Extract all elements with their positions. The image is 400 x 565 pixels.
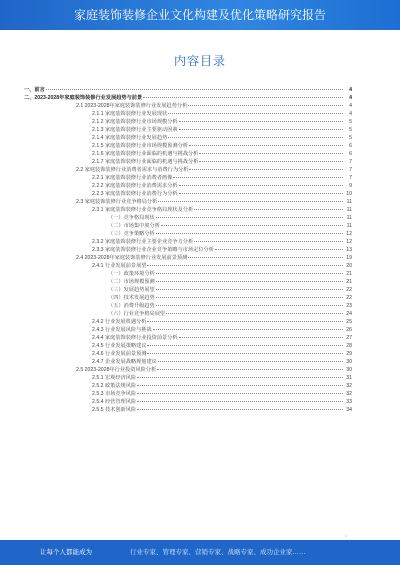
toc-entry-text: 2.5.1 宏观经济风险: [92, 375, 137, 381]
toc-leader-dots: [147, 352, 343, 354]
toc-entry[interactable]: [24, 182, 352, 190]
toc-page-number: 7: [349, 175, 352, 181]
toc-entry-text: 2.2.3 家庭装饰装修行业消费行为分析: [92, 191, 178, 197]
toc-page-number: 11: [346, 207, 352, 213]
toc-entry[interactable]: [24, 294, 352, 302]
toc-leader-dots: [153, 328, 343, 330]
toc-leader-dots: [156, 288, 343, 290]
toc-heading: 内容目录: [173, 54, 226, 68]
toc-entry-text: 2.2 家庭装饰装修行业消费者需求与消费行为分析: [76, 167, 189, 173]
toc-leader-dots: [137, 392, 343, 394]
toc-entry[interactable]: [24, 262, 352, 270]
toc-page-number: 13: [346, 247, 352, 253]
toc-page-number: 5: [349, 119, 352, 125]
toc-page-number: 4: [349, 103, 352, 109]
report-header-bar: [0, 0, 400, 30]
toc-page-number: 22: [346, 287, 352, 293]
toc-entry[interactable]: [24, 110, 352, 118]
toc-entry[interactable]: [24, 342, 352, 350]
toc-entry[interactable]: [24, 358, 352, 366]
toc-page-number: 29: [346, 351, 352, 357]
toc-leader-dots: [194, 208, 343, 210]
toc-entry-text: 2.5 2023-2028年行业投资风险分析: [76, 367, 157, 373]
report-title: 家庭装饰装修企业文化构建及优化策略研究报告: [73, 8, 326, 22]
toc-entry-text: 二、2023-2028年家庭装饰装修行业发展趋势与前景: [24, 95, 143, 101]
toc-entry-text: （一）政策环境分析: [108, 271, 155, 277]
toc-page-number: 21: [346, 279, 352, 285]
toc-entry-text: 2.5.5 技术创新风险: [92, 407, 137, 413]
toc-entry-text: 2.2.2 家庭装饰装修行业消费需求分析: [92, 183, 178, 189]
toc-entry[interactable]: [24, 142, 352, 150]
toc-entry[interactable]: [24, 126, 352, 134]
toc-entry-text: 2.1 2023-2028年家庭装饰装修行业发展趋势分析: [76, 103, 188, 109]
toc-leader-dots: [157, 368, 343, 370]
toc-entry-text: 2.3.3 家庭装饰装修行业企业竞争策略与市场定位分析: [92, 247, 214, 253]
toc-leader-dots: [179, 336, 343, 338]
toc-entry-text: 2.4.1 行业发展前景展望: [92, 263, 147, 269]
toc-page-number: 27: [346, 335, 352, 341]
toc-entry-text: 2.3.1 家庭装饰装修行业竞争格局现状及分析: [92, 207, 194, 213]
toc-leader-dots: [147, 264, 343, 266]
toc-entry[interactable]: [24, 374, 352, 382]
toc-page-number: 26: [346, 327, 352, 333]
toc-leader-dots: [156, 304, 343, 306]
toc-entry-text: 一、前言: [24, 87, 45, 93]
toc-page-number: 28: [346, 343, 352, 349]
toc-entry-text: （三）发展趋势展望: [108, 287, 155, 293]
toc-page-number: 11: [346, 215, 352, 221]
toc-entry[interactable]: [24, 318, 352, 326]
toc-entry[interactable]: [24, 366, 352, 374]
toc-leader-dots: [199, 152, 343, 154]
toc-leader-dots: [189, 144, 343, 146]
toc-entry-text: 2.1.5 家庭装饰装修行业市场规模预测分析: [92, 143, 188, 149]
toc-entry-text: 2.4 2023-2028年家庭装饰装修行业发展前景预测: [76, 255, 188, 261]
toc-entry[interactable]: [24, 278, 352, 286]
toc-leader-dots: [156, 280, 343, 282]
toc-entry-text: 2.2.1 家庭装饰装修行业消费者画像: [92, 175, 173, 181]
toc-page-number: 5: [349, 127, 352, 133]
toc-leader-dots: [156, 272, 343, 274]
toc-entry[interactable]: [24, 310, 352, 318]
toc-page-number: 7: [349, 167, 352, 173]
toc-entry-text: 2.4.5 行业发展策略建议: [92, 343, 147, 349]
toc-entry-text: 2.5.2 政策法规风险: [92, 383, 137, 389]
toc-page-number: 4: [349, 95, 352, 101]
toc-page-number: 6: [349, 151, 352, 157]
toc-entry[interactable]: [24, 150, 352, 158]
footer-slogan-left: 让每个人都能成为: [40, 549, 92, 556]
toc-entry[interactable]: [24, 94, 352, 102]
toc-leader-dots: [179, 120, 343, 122]
toc-page-number: 12: [346, 239, 352, 245]
toc-entry[interactable]: [24, 270, 352, 278]
toc-page-number: 30: [346, 359, 352, 365]
toc-entry-text: （二）市场集中度分析: [108, 223, 160, 229]
toc-page-number: 11: [346, 223, 352, 229]
toc-entry-text: 2.1.4 家庭装饰装修行业发展趋势: [92, 135, 168, 141]
toc-leader-dots: [147, 320, 343, 322]
toc-page-number: 10: [346, 191, 352, 197]
toc-leader-dots: [199, 160, 343, 162]
toc-leader-dots: [137, 408, 343, 410]
toc-entry-text: 2.1.3 家庭装饰装修行业主要驱动因素: [92, 127, 178, 133]
toc-leader-dots: [143, 96, 343, 98]
toc-leader-dots: [156, 216, 343, 218]
toc-leader-dots: [147, 344, 343, 346]
toc-page-number: 20: [346, 263, 352, 269]
toc-leader-dots: [173, 176, 343, 178]
toc-entry[interactable]: [24, 166, 352, 174]
toc-entry[interactable]: [24, 238, 352, 246]
toc-leader-dots: [156, 296, 343, 298]
toc-leader-dots: [137, 400, 343, 402]
toc-entry-text: 2.4.7 企业发展战略规划建议: [92, 359, 157, 365]
toc-entry-text: 2.1.7 家庭装饰装修行业面临的机遇与挑战分析: [92, 159, 199, 165]
toc-entry-text: 2.4.2 行业发展机遇分析: [92, 319, 147, 325]
toc-page-number: 33: [346, 399, 352, 405]
toc-entry[interactable]: [24, 206, 352, 214]
toc-page-number: 30: [346, 367, 352, 373]
toc-entry[interactable]: [24, 230, 352, 238]
toc-entry[interactable]: [24, 134, 352, 142]
toc-page-number: 7: [349, 159, 352, 165]
toc-entry[interactable]: [24, 302, 352, 310]
toc-entry[interactable]: [24, 390, 352, 398]
toc-page-number: 5: [349, 135, 352, 141]
toc-entry[interactable]: [24, 326, 352, 334]
toc-page-number: 6: [349, 143, 352, 149]
toc-entry-text: 2.5.3 市场竞争风险: [92, 391, 137, 397]
toc-page-number: 32: [346, 391, 352, 397]
toc-entry[interactable]: [24, 286, 352, 294]
toc-page-number: 31: [346, 375, 352, 381]
toc-page-number: 21: [346, 271, 352, 277]
toc-entry[interactable]: [24, 190, 352, 198]
toc-entry[interactable]: [24, 406, 352, 414]
toc-entry-text: 2.4.3 行业发展风险与挑战: [92, 327, 152, 333]
toc-entry[interactable]: [24, 350, 352, 358]
toc-leader-dots: [137, 376, 343, 378]
toc-entry[interactable]: [24, 86, 352, 94]
toc-page-number: 22: [346, 295, 352, 301]
toc-entry[interactable]: [24, 334, 352, 342]
toc-entry[interactable]: [24, 174, 352, 182]
toc-entry[interactable]: [24, 382, 352, 390]
footer-bar: [0, 540, 400, 565]
toc-entry[interactable]: [24, 198, 352, 206]
toc-leader-dots: [161, 224, 343, 226]
toc-entry-text: 2.1.6 家庭装饰装修行业面临的机遇与挑战分析: [92, 151, 199, 157]
toc-entry[interactable]: [24, 102, 352, 110]
toc-leader-dots: [158, 200, 343, 202]
toc-leader-dots: [168, 136, 343, 138]
toc-entry-text: （一）竞争格局现状: [108, 215, 155, 221]
toc-leader-dots: [166, 312, 343, 314]
toc-entry-text: 2.3.2 家庭装饰装修行业主要企业竞争力分析: [92, 239, 194, 245]
table-of-contents: [24, 86, 352, 414]
toc-leader-dots: [46, 88, 343, 90]
toc-entry-text: （五）消费升级趋势: [108, 303, 155, 309]
toc-entry[interactable]: [24, 118, 352, 126]
toc-leader-dots: [179, 192, 343, 194]
page-corner-mark: /: [346, 533, 348, 538]
toc-page-number: 25: [346, 319, 352, 325]
toc-leader-dots: [188, 104, 343, 106]
toc-leader-dots: [137, 384, 343, 386]
toc-page-number: 34: [346, 407, 352, 413]
toc-entry-text: 2.1.1 家庭装饰装修行业发展现状: [92, 111, 168, 117]
toc-leader-dots: [215, 248, 343, 250]
toc-leader-dots: [189, 168, 343, 170]
toc-page-number: 32: [346, 383, 352, 389]
toc-entry-text: 2.4.6 行业发展前景预测: [92, 351, 147, 357]
toc-entry-text: 2.5.4 经营管理风险: [92, 399, 137, 405]
toc-page-number: 12: [346, 231, 352, 237]
toc-entry[interactable]: [24, 158, 352, 166]
toc-entry[interactable]: [24, 398, 352, 406]
toc-leader-dots: [188, 256, 343, 258]
toc-entry-text: 2.3 家庭装饰装修行业竞争格局分析: [76, 199, 158, 205]
toc-entry-text: （六）行业竞争格局展望: [108, 311, 166, 317]
toc-entry[interactable]: [24, 254, 352, 262]
footer-slogan-right: 行业专家、管理专家、营销专家、战略专家、成功企业家……: [130, 549, 306, 556]
toc-entry-text: （三）竞争策略分析: [108, 231, 155, 237]
toc-leader-dots: [156, 232, 343, 234]
toc-entry-text: （二）市场规模预测: [108, 279, 155, 285]
toc-leader-dots: [158, 360, 343, 362]
toc-page-number: 4: [349, 111, 352, 117]
toc-page-number: 24: [346, 311, 352, 317]
toc-page-number: 11: [346, 199, 352, 205]
toc-leader-dots: [179, 184, 343, 186]
toc-page-number: 4: [349, 87, 352, 93]
toc-page-number: 9: [349, 183, 352, 189]
toc-leader-dots: [194, 240, 343, 242]
toc-entry[interactable]: [24, 222, 352, 230]
toc-entry[interactable]: [24, 214, 352, 222]
toc-leader-dots: [179, 128, 343, 130]
toc-entry-text: （四）技术发展趋势: [108, 295, 155, 301]
toc-leader-dots: [168, 112, 343, 114]
toc-entry-text: 2.1.2 家庭装饰装修行业市场规模分析: [92, 119, 178, 125]
toc-entry-text: 2.4.4 家庭装饰装修行业投资前景分析: [92, 335, 178, 341]
toc-entry[interactable]: [24, 246, 352, 254]
toc-page-number: 23: [346, 303, 352, 309]
toc-page-number: 19: [346, 255, 352, 261]
